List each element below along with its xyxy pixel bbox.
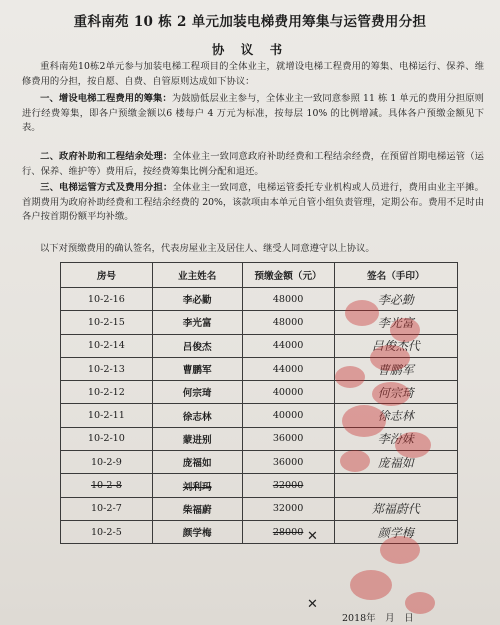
- document-title: 重科南苑 10 栋 2 单元加装电梯费用筹集与运管费用分担: [73, 14, 427, 30]
- owner-cell: 柴福蔚: [152, 497, 242, 520]
- room-cell: 10-2-15: [61, 311, 153, 334]
- header-room: 房号: [61, 263, 153, 288]
- room-cell: 10-2-9: [61, 451, 153, 474]
- table-row: [61, 451, 458, 474]
- owner-cell: 颜学梅: [152, 520, 242, 543]
- clause-3: [22, 181, 484, 225]
- amount-cell: 40000: [242, 381, 334, 404]
- owner-cell: 刘利玛: [152, 474, 242, 497]
- owner-cell: 何宗琦: [152, 381, 242, 404]
- clause-1-body: 为鼓励低层业主参与，全体业主一致同意参照 11 栋 1 单元的费用分担原则进行经费筹集，即各户预缴金额以6 楼每户 4 万元为标准，按每层 10% 的比例增减。具体各户预缴金额见下表。: [22, 93, 484, 134]
- table-header-row: [61, 263, 458, 288]
- owner-cell: 李必勤: [152, 288, 242, 311]
- owner-cell: 曹鹏军: [152, 357, 242, 380]
- amount-cell: 32000: [242, 474, 334, 497]
- cross-mark-icon: ✕: [307, 529, 318, 544]
- header-amount: 预缴金额（元）: [242, 263, 334, 288]
- clause-1: [22, 92, 484, 136]
- signature-cell: 李汾妹: [334, 427, 457, 450]
- clause-1-head: 一、增设电梯工程费用的筹集：: [40, 93, 172, 104]
- table-row: [61, 381, 458, 404]
- amount-cell: 36000: [242, 427, 334, 450]
- amount-cell: 48000: [242, 311, 334, 334]
- clause-3-body: 全体业主一致同意，电梯运管委托专业机构或人员进行，费用由业主平摊。首期费用为政府补助经费和工程结余经费的 20%，该款项由本单元自管小组负责管理，定期公布。费用不足时由各户按首期份额平均补缴。: [22, 182, 484, 223]
- room-cell: 10-2-11: [61, 404, 153, 427]
- amount-cell: 32000: [242, 497, 334, 520]
- signature-cell: 李必勤: [334, 288, 457, 311]
- signature-cell: [334, 474, 457, 497]
- intro-text: 重科南苑10栋2单元参与加装电梯工程项目的全体业主，就增设电梯工程费用的筹集、电梯运行、保养、维修费用的分担，按自愿、自费、自管原则达成如下协议：: [22, 61, 484, 87]
- document-subtitle: 协 议 书: [211, 42, 289, 57]
- signature-cell: 李光富: [334, 311, 457, 334]
- room-cell: 10-2-13: [61, 357, 153, 380]
- intro-paragraph: [22, 60, 484, 89]
- table-row: [61, 427, 458, 450]
- owner-cell: 蒙进别: [152, 427, 242, 450]
- clause-2-head: 二、政府补助和工程结余处理：: [40, 151, 173, 162]
- clause-3-head: 三、电梯运管方式及费用分担：: [40, 182, 173, 193]
- room-cell: 10-2-12: [61, 381, 153, 404]
- signing-date: 2018年 月 日: [342, 613, 414, 624]
- table-row: [61, 474, 458, 497]
- signature-table: [60, 262, 458, 544]
- amount-cell: 28000: [242, 520, 334, 543]
- cross-mark-icon: ✕: [307, 597, 318, 612]
- signature-cell: 颜学梅: [334, 520, 457, 543]
- amount-cell: 36000: [242, 451, 334, 474]
- clause-2-body: 全体业主一致同意政府补助经费和工程结余经费，在预留首期电梯运管（运行、保养、维护等）费用后，按经费筹集比例分配和退还。: [22, 151, 484, 177]
- room-cell: 10-2-7: [61, 497, 153, 520]
- table-row: [61, 288, 458, 311]
- signature-cell: 徐志林: [334, 404, 457, 427]
- room-cell: 10-2-8: [61, 474, 153, 497]
- amount-cell: 40000: [242, 404, 334, 427]
- header-signature: 签名（手印）: [334, 263, 457, 288]
- table-row: [61, 311, 458, 334]
- signature-cell: 郑福蔚代: [334, 497, 457, 520]
- closing-paragraph: [22, 242, 484, 257]
- amount-cell: 48000: [242, 288, 334, 311]
- signature-cell: 吕俊杰代: [334, 334, 457, 357]
- signature-cell: 庞福如: [334, 451, 457, 474]
- room-cell: 10-2-14: [61, 334, 153, 357]
- room-cell: 10-2-10: [61, 427, 153, 450]
- table-row: [61, 497, 458, 520]
- owner-cell: 庞福如: [152, 451, 242, 474]
- amount-cell: 44000: [242, 334, 334, 357]
- room-cell: 10-2-5: [61, 520, 153, 543]
- room-cell: 10-2-16: [61, 288, 153, 311]
- amount-cell: 44000: [242, 357, 334, 380]
- table-row: [61, 520, 458, 543]
- signature-cell: 何宗琦: [334, 381, 457, 404]
- signature-cell: 曹鹏军: [334, 357, 457, 380]
- closing-text: 以下对预缴费用的确认签名，代表房屋业主及居住人、继受人同意遵守以上协议。: [40, 243, 375, 254]
- table-row: [61, 334, 458, 357]
- clause-2: [22, 150, 484, 179]
- table-row: [61, 404, 458, 427]
- header-owner: 业主姓名: [152, 263, 242, 288]
- owner-cell: 徐志林: [152, 404, 242, 427]
- owner-cell: 吕俊杰: [152, 334, 242, 357]
- table-row: [61, 357, 458, 380]
- owner-cell: 李光富: [152, 311, 242, 334]
- fingerprint-stamp: [350, 570, 392, 600]
